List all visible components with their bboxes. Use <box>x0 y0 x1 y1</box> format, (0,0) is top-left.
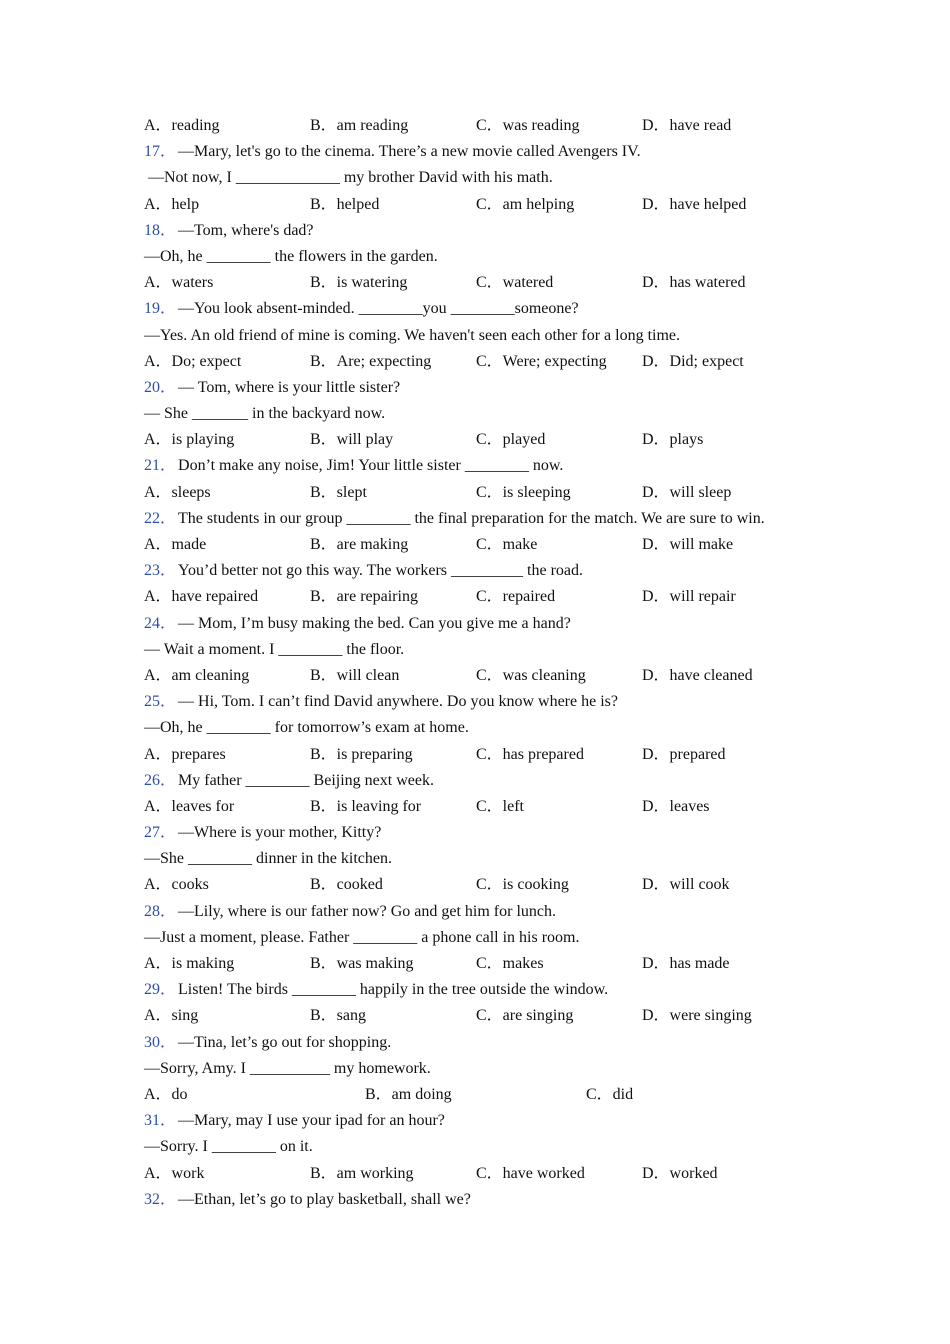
answer-option: C．repaired <box>476 588 556 606</box>
question-text: —Mary, may I use your ipad for an hour? <box>178 1112 445 1130</box>
answer-option: D．have helped <box>642 195 747 213</box>
answer-option: A．am cleaning <box>144 666 250 684</box>
answer-option: A．help <box>144 195 200 213</box>
answer-option: D．has made <box>642 955 730 972</box>
answer-option: C．Were; expecting <box>476 352 607 370</box>
answer-option: B．helped <box>310 195 380 213</box>
answer-option: A．prepares <box>144 745 226 763</box>
question-text: —Tom, where's dad? <box>178 221 314 239</box>
answer-options <box>144 349 824 375</box>
question-text: —Ethan, let’s go to play basketball, shall we? <box>178 1190 471 1208</box>
answer-option: C．played <box>476 431 546 449</box>
answer-option: C．watered <box>476 274 554 292</box>
answer-option: B．slept <box>310 483 367 501</box>
dialogue-line: — Wait a moment. I ________ the floor. <box>144 640 405 658</box>
answer-option: D．will sleep <box>642 483 732 501</box>
answer-options <box>144 872 824 898</box>
answer-option: B．will play <box>310 431 394 449</box>
answer-options <box>144 742 824 768</box>
answer-options <box>144 1161 824 1187</box>
question-number: 19． <box>144 300 177 318</box>
answer-options <box>144 794 824 820</box>
answer-option: A．cooks <box>144 876 209 894</box>
answer-options <box>144 584 824 610</box>
answer-option: A．is making <box>144 955 235 972</box>
question-stem <box>144 977 824 1003</box>
answer-options <box>144 1003 824 1029</box>
question-stem <box>144 506 824 532</box>
dialogue-line: —Sorry, Amy. I __________ my homework. <box>144 1059 431 1077</box>
answer-option: C．did <box>586 1085 634 1103</box>
question-number: 29． <box>144 981 177 999</box>
question-text: The students in our group ________ the final preparation for the match. We are sure to win. <box>178 509 765 527</box>
dialogue-line: —Oh, he ________ the flowers in the garden. <box>144 247 438 265</box>
question-stem <box>144 218 824 244</box>
answer-option: D．plays <box>642 431 704 449</box>
question-number: 31． <box>144 1112 177 1130</box>
question-stem <box>144 768 824 794</box>
question-number: 32． <box>144 1190 177 1208</box>
question-stem <box>144 1187 824 1213</box>
worksheet-page <box>144 113 824 1213</box>
answer-option: B．cooked <box>310 876 383 894</box>
question-number: 20． <box>144 378 177 396</box>
question-stem <box>144 1108 824 1134</box>
question-stem <box>144 820 824 846</box>
answer-option: D．will make <box>642 536 734 553</box>
question-number: 27． <box>144 824 177 842</box>
answer-option: A．do <box>144 1085 188 1103</box>
answer-option: A．leaves for <box>144 797 235 815</box>
question-stem <box>144 611 824 637</box>
answer-option: A．reading <box>144 117 220 134</box>
dialogue-line: —Yes. An old friend of mine is coming. We haven't seen each other for a long time. <box>144 326 680 344</box>
answer-option: C．makes <box>476 955 544 972</box>
answer-option: D．will cook <box>642 876 730 894</box>
question-text: — Mom, I’m busy making the bed. Can you give me a hand? <box>178 614 571 632</box>
answer-option: D．worked <box>642 1164 718 1182</box>
answer-option: C．was cleaning <box>476 666 586 684</box>
answer-option: D．have read <box>642 117 732 134</box>
question-text: —Lily, where is our father now? Go and get him for lunch. <box>178 902 556 920</box>
answer-option: D．has watered <box>642 274 746 292</box>
question-number: 18． <box>144 221 177 239</box>
answer-options <box>144 427 824 453</box>
question-text: Listen! The birds ________ happily in the tree outside the window. <box>178 981 609 999</box>
answer-option: D．were singing <box>642 1007 752 1025</box>
question-text: — Tom, where is your little sister? <box>178 378 401 396</box>
answer-option: A．Do; expect <box>144 352 242 370</box>
answer-option: B．will clean <box>310 666 400 684</box>
answer-option: D．prepared <box>642 745 726 763</box>
question-number: 25． <box>144 693 177 711</box>
question-text: You’d better not go this way. The workers _________ the road. <box>178 562 583 580</box>
answer-option: A．is playing <box>144 431 235 449</box>
answer-option: A．work <box>144 1164 205 1182</box>
dialogue-line: —She ________ dinner in the kitchen. <box>144 850 392 868</box>
question-text: My father ________ Beijing next week. <box>178 771 434 789</box>
question-number: 21． <box>144 457 177 475</box>
question-stem <box>144 558 824 584</box>
answer-option: C．have worked <box>476 1164 585 1182</box>
question-text: — Hi, Tom. I can’t find David anywhere. Do you know where he is? <box>178 693 618 711</box>
answer-option: A．made <box>144 536 207 553</box>
answer-option: A．sleeps <box>144 483 211 501</box>
dialogue-line: — She _______ in the backyard now. <box>144 405 386 423</box>
question-stem <box>144 899 824 925</box>
answer-options <box>144 113 824 139</box>
answer-option: B．is watering <box>310 274 408 292</box>
question-number: 24． <box>144 614 177 632</box>
answer-option: C．am helping <box>476 195 575 213</box>
answer-option: D．will repair <box>642 588 736 606</box>
answer-option: B．is preparing <box>310 745 413 763</box>
answer-option: A．have repaired <box>144 588 259 606</box>
question-text: —Mary, let's go to the cinema. There’s a new movie called Avengers IV. <box>178 143 641 161</box>
answer-option: D．have cleaned <box>642 666 753 684</box>
question-stem <box>144 375 824 401</box>
answer-options <box>144 1082 824 1108</box>
answer-option: B．was making <box>310 955 414 972</box>
answer-option: B．is leaving for <box>310 797 422 815</box>
answer-options <box>144 192 824 218</box>
answer-option: C．make <box>476 536 538 553</box>
question-text: —You look absent-minded. ________you ________someone? <box>178 300 579 318</box>
answer-option: C．was reading <box>476 117 580 134</box>
question-number: 17． <box>144 143 177 161</box>
answer-options <box>144 663 824 689</box>
answer-option: B．sang <box>310 1007 367 1025</box>
answer-option: C．is sleeping <box>476 483 571 501</box>
question-text: —Where is your mother, Kitty? <box>178 824 382 842</box>
question-number: 22． <box>144 509 177 527</box>
answer-option: C．has prepared <box>476 745 584 763</box>
answer-option: D．Did; expect <box>642 352 744 370</box>
answer-options <box>144 951 824 977</box>
answer-option: B．am reading <box>310 117 409 134</box>
dialogue-line: —Not now, I _____________ my brother David with his math. <box>144 169 553 187</box>
question-stem <box>144 689 824 715</box>
answer-option: B．Are; expecting <box>310 352 432 370</box>
answer-option: C．are singing <box>476 1007 574 1025</box>
answer-option: C．is cooking <box>476 876 569 894</box>
question-number: 28． <box>144 902 177 920</box>
answer-option: B．am working <box>310 1164 414 1182</box>
dialogue-line: —Oh, he ________ for tomorrow’s exam at home. <box>144 719 469 737</box>
question-stem <box>144 139 824 165</box>
dialogue-line: —Sorry. I ________ on it. <box>144 1138 313 1156</box>
answer-option: A．waters <box>144 274 214 292</box>
question-number: 26． <box>144 771 177 789</box>
dialogue-line: —Just a moment, please. Father ________ a phone call in his room. <box>144 928 580 946</box>
answer-options <box>144 270 824 296</box>
answer-option: B．are making <box>310 536 409 553</box>
answer-options <box>144 532 824 558</box>
question-stem <box>144 1030 824 1056</box>
question-stem <box>144 296 824 322</box>
question-number: 23． <box>144 562 177 580</box>
answer-option: D．leaves <box>642 797 710 815</box>
answer-option: C．left <box>476 797 524 815</box>
answer-option: B．are repairing <box>310 588 418 606</box>
question-text: Don’t make any noise, Jim! Your little sister ________ now. <box>178 457 564 475</box>
question-stem <box>144 453 824 479</box>
question-number: 30． <box>144 1033 177 1051</box>
answer-option: A．sing <box>144 1007 199 1025</box>
question-text: —Tina, let’s go out for shopping. <box>178 1033 392 1051</box>
answer-option: B．am doing <box>365 1085 452 1103</box>
answer-options <box>144 480 824 506</box>
